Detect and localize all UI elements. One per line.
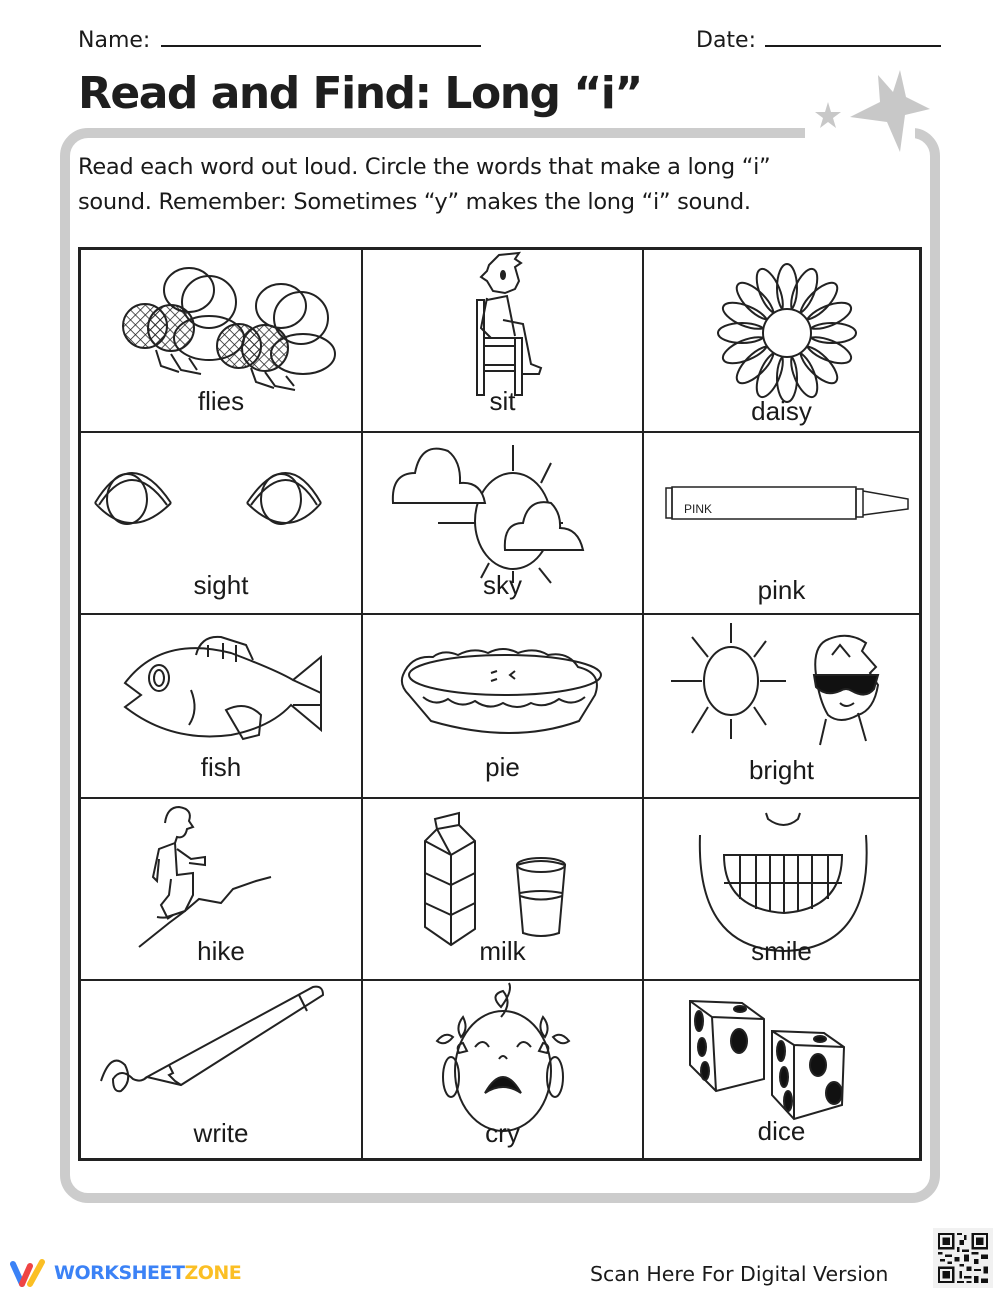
name-blank-line[interactable]	[161, 45, 481, 47]
brand-name	[54, 1262, 241, 1284]
word-label[interactable]: bright	[748, 755, 815, 785]
cell-hike[interactable]	[81, 799, 363, 981]
cell-smile[interactable]	[644, 799, 919, 981]
qr-code-icon[interactable]	[933, 1228, 993, 1288]
word-label[interactable]: milk	[479, 936, 526, 966]
date-label: Date:	[696, 28, 756, 53]
word-label[interactable]: cry	[485, 1118, 520, 1148]
scan-text: Scan Here For Digital Version	[590, 1262, 889, 1286]
cell-bright[interactable]	[644, 615, 919, 799]
word-label[interactable]: flies	[197, 386, 245, 416]
word-label[interactable]: pink	[757, 575, 806, 605]
brand-part-1: WORKSHEET	[54, 1262, 185, 1284]
word-label[interactable]: smile	[751, 936, 812, 966]
date-blank-line[interactable]	[765, 45, 941, 47]
cell-write[interactable]	[81, 981, 363, 1158]
svg-text:PINK: PINK	[684, 502, 713, 516]
word-label[interactable]: pie	[485, 752, 520, 782]
instructions-line-2: sound. Remember: Sometimes “y” makes the long “i” sound.	[78, 189, 751, 215]
logo-w-icon	[8, 1258, 48, 1288]
word-label[interactable]: sky	[483, 570, 522, 600]
cell-sit[interactable]	[363, 250, 644, 433]
cell-pink[interactable]	[644, 433, 919, 615]
word-label[interactable]: sight	[193, 570, 249, 600]
page-title: Read and Find: Long “i”	[78, 68, 642, 119]
cell-dice[interactable]	[644, 981, 919, 1158]
cell-sight[interactable]	[81, 433, 363, 615]
cell-milk[interactable]	[363, 799, 644, 981]
cell-daisy[interactable]	[644, 250, 919, 433]
word-label[interactable]: fish	[200, 752, 242, 782]
name-label: Name:	[78, 28, 151, 53]
word-label[interactable]: dice	[757, 1116, 806, 1146]
cell-cry[interactable]	[363, 981, 644, 1158]
date-field[interactable]	[696, 28, 941, 53]
word-label[interactable]: hike	[197, 936, 245, 966]
cell-pie[interactable]	[363, 615, 644, 799]
word-picture-grid	[78, 247, 922, 1161]
word-label[interactable]: sit	[489, 386, 516, 416]
instructions	[78, 150, 918, 220]
word-label[interactable]: write	[193, 1118, 249, 1148]
name-field[interactable]	[78, 28, 481, 53]
brand-part-2: ZONE	[184, 1262, 242, 1284]
word-label[interactable]: daisy	[751, 396, 812, 426]
stars-icon	[805, 62, 935, 157]
worksheet-zone-logo[interactable]	[8, 1258, 241, 1288]
cell-flies[interactable]	[81, 250, 363, 433]
instructions-line-1: Read each word out loud. Circle the words that make a long “i”	[78, 154, 771, 180]
cell-fish[interactable]	[81, 615, 363, 799]
cell-sky[interactable]	[363, 433, 644, 615]
